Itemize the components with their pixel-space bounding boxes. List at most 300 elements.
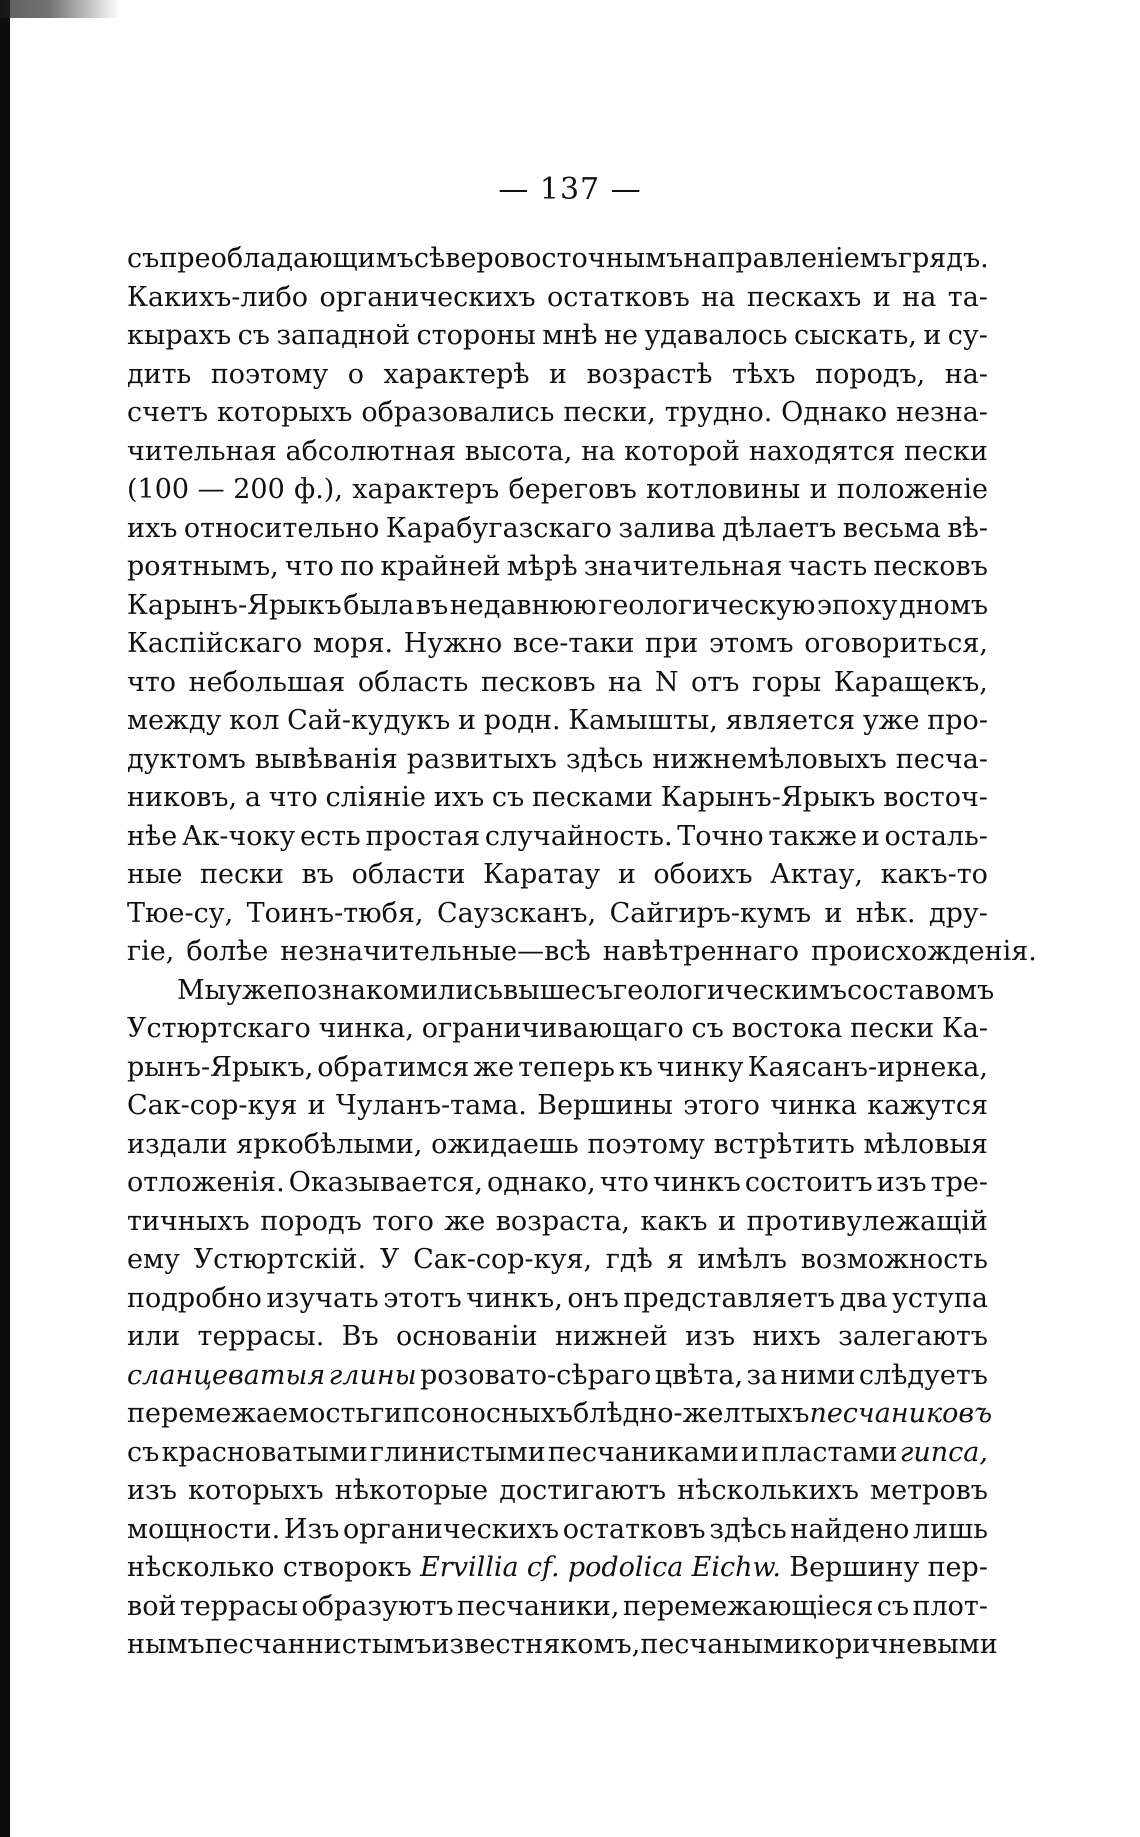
word: уступа <box>892 1282 988 1314</box>
word: мощности. <box>127 1513 281 1545</box>
word: Сайгиръ-кумъ <box>609 897 811 929</box>
word: дру- <box>929 897 988 929</box>
text-line <box>127 394 988 433</box>
word: и <box>809 474 828 505</box>
text-line <box>127 741 988 780</box>
word: эпоху <box>816 589 898 621</box>
text-line <box>127 895 988 934</box>
text-line <box>127 1164 988 1203</box>
word: Ervillia <box>420 1552 519 1583</box>
word: съ <box>491 782 525 813</box>
word: на <box>701 281 736 313</box>
word: на- <box>944 358 988 390</box>
word: находятся <box>748 435 896 467</box>
text-line <box>127 856 988 895</box>
word: пескахъ <box>746 281 862 313</box>
word: Каясанъ-ирнека, <box>747 1051 988 1083</box>
word: мнѣ <box>542 320 598 351</box>
word: и <box>617 859 636 890</box>
scan-border <box>0 0 10 1837</box>
text-line <box>127 818 988 857</box>
word: положеніе <box>836 474 988 505</box>
word: геологическую <box>598 589 816 621</box>
word: глинистыми <box>369 1436 546 1468</box>
word: мѣрѣ <box>506 551 578 582</box>
word: познакомились <box>282 974 504 1006</box>
word: яркобѣлыми, <box>236 1128 423 1160</box>
text-line <box>127 1280 988 1319</box>
word: характеръ <box>352 474 500 505</box>
body-text <box>127 240 1037 1665</box>
word: перемежающіеся <box>622 1590 874 1622</box>
word: цвѣта, <box>654 1359 744 1391</box>
word: Каратау <box>482 859 601 890</box>
word: которыхъ <box>188 1475 324 1506</box>
word: красноватыми <box>161 1436 368 1468</box>
word: песчаными <box>640 1629 802 1660</box>
word: Ка- <box>941 1013 988 1044</box>
word: вѣ- <box>947 512 988 544</box>
word: и <box>307 1090 326 1121</box>
word: рынъ-Ярыкъ, <box>127 1051 314 1083</box>
word: нижней <box>554 1321 668 1352</box>
word: чительная <box>127 435 277 467</box>
word: теперь <box>518 1051 615 1083</box>
word: уже <box>862 705 920 736</box>
word: и <box>458 705 477 736</box>
word: какъ <box>640 1205 708 1237</box>
word: плот- <box>912 1590 988 1622</box>
text-line <box>127 1049 988 1088</box>
text-line <box>127 471 988 510</box>
word: которой <box>624 435 741 467</box>
word: не <box>604 320 638 351</box>
word: возможность <box>800 1244 988 1275</box>
word: области <box>351 859 466 890</box>
word: Саузсканъ, <box>436 897 597 929</box>
word: чинка <box>770 1090 857 1121</box>
word: мѣловыя <box>863 1128 988 1160</box>
word: Мы <box>177 974 227 1006</box>
word: преобладающимъ <box>159 243 414 274</box>
word: Ак-чоку <box>181 820 296 852</box>
word: Устюртскій. <box>193 1244 367 1275</box>
text-line <box>127 1357 988 1396</box>
word: же <box>473 1051 515 1083</box>
word: Каспійскаго <box>127 628 303 659</box>
word: незна- <box>896 397 988 428</box>
word: противулежащій <box>746 1205 988 1237</box>
word: про- <box>927 705 988 736</box>
text-line <box>127 1626 998 1665</box>
word: или <box>127 1321 181 1352</box>
word: изъ <box>127 1475 177 1506</box>
word: моря. <box>312 628 394 659</box>
word: поэтому <box>210 358 329 390</box>
word: здѣсь <box>709 1513 787 1545</box>
word: подробно <box>127 1282 262 1314</box>
word: остатковъ <box>562 1513 706 1545</box>
word: ные <box>127 859 183 890</box>
word: развитыхъ <box>406 743 557 775</box>
word: су- <box>947 320 988 351</box>
word: между <box>127 705 222 736</box>
word: нижнемѣловыхъ <box>652 743 887 775</box>
word: стороны <box>416 320 536 351</box>
word: ихъ <box>127 512 178 544</box>
word: коричневыми <box>801 1629 998 1660</box>
word: съ <box>237 320 270 351</box>
word: чинка, <box>318 1013 414 1044</box>
word: была <box>343 589 415 621</box>
text-line <box>127 317 988 356</box>
word: нѣк. <box>855 897 916 929</box>
word: кажутся <box>867 1090 988 1121</box>
word: метровъ <box>870 1475 988 1506</box>
word: весьма <box>842 512 941 544</box>
text-line <box>127 972 995 1011</box>
word: что <box>599 1167 649 1198</box>
word: нѣсколькихъ <box>677 1475 859 1506</box>
word: обратимся <box>317 1051 470 1083</box>
word: Точно <box>677 820 764 852</box>
word: также <box>768 820 858 852</box>
text-line <box>127 933 1037 972</box>
word: что <box>127 666 177 698</box>
text-line <box>127 279 988 318</box>
text-line <box>127 779 988 818</box>
word: органическихъ <box>343 1513 560 1545</box>
word: часть <box>788 551 868 582</box>
text-line <box>127 1549 988 1588</box>
word: пески <box>200 859 285 890</box>
word: кол <box>229 705 280 736</box>
text-line <box>127 587 988 626</box>
word: случайность. <box>484 820 673 852</box>
word: створокъ <box>282 1552 412 1583</box>
word: относительно <box>183 512 380 544</box>
word: крайней <box>380 551 501 582</box>
word: чинкъ, <box>466 1282 563 1314</box>
word: Нужно <box>403 628 503 659</box>
word: уже <box>226 974 283 1006</box>
word: область <box>357 666 469 698</box>
word: Eichw. <box>691 1552 781 1583</box>
word: значительная <box>583 551 783 582</box>
word: основаніи <box>396 1321 538 1352</box>
word: поэтому <box>587 1128 705 1160</box>
text-line <box>127 1126 988 1165</box>
word: встрѣтить <box>713 1128 855 1160</box>
word: и <box>861 820 880 852</box>
word: породъ, <box>815 358 926 390</box>
word: дуктомъ <box>127 743 246 775</box>
word: въ <box>415 589 449 621</box>
word: пески, <box>563 397 656 428</box>
word: съ <box>127 1436 160 1468</box>
word: Карынъ-Ярыкъ <box>660 782 876 813</box>
word: залегаютъ <box>838 1321 988 1352</box>
word: тре- <box>930 1167 988 1198</box>
text-line <box>127 1241 988 1280</box>
word: оговориться, <box>804 628 988 659</box>
word: нѣсколько <box>127 1552 275 1583</box>
word: о <box>347 358 364 390</box>
word: Карабугазскаго <box>385 512 612 544</box>
word: трудно. <box>664 397 773 428</box>
word: ожидаешь <box>431 1128 579 1160</box>
word: та- <box>947 281 988 313</box>
word: песча- <box>895 743 988 775</box>
text-line <box>127 1087 988 1126</box>
word: пер- <box>927 1552 988 1583</box>
word: вывѣванія <box>254 743 398 775</box>
word: сланцеватыя <box>127 1359 326 1391</box>
word: песками <box>531 782 654 813</box>
word: тичныхъ <box>127 1205 250 1237</box>
word: перемежаемость <box>127 1398 371 1429</box>
word: къ <box>618 1051 653 1083</box>
text-line <box>127 1010 988 1049</box>
word: дномъ <box>898 589 988 621</box>
word: и <box>718 1205 737 1237</box>
word: Изъ <box>283 1513 340 1545</box>
word: при <box>645 628 699 659</box>
text-line <box>127 1588 988 1627</box>
word: этотъ <box>383 1282 462 1314</box>
word: Однако <box>781 397 888 428</box>
word: какъ-то <box>880 859 988 890</box>
word: сыскать, <box>793 320 917 351</box>
word: съ <box>691 1013 724 1044</box>
word: Вершину <box>789 1552 920 1583</box>
word: является <box>725 705 856 736</box>
word: съ <box>876 1590 910 1622</box>
word: залива <box>618 512 716 544</box>
page-number: — 137 — <box>498 172 642 207</box>
word: Камышты, <box>568 705 718 736</box>
scan-artifact <box>0 0 120 18</box>
word: и <box>741 1436 760 1468</box>
word: изъ <box>876 1167 927 1198</box>
word: пески <box>903 435 988 467</box>
text-line <box>127 548 988 587</box>
word: съ <box>127 243 160 274</box>
word: ними <box>780 1359 856 1391</box>
word: чинкъ <box>652 1167 741 1198</box>
word: вой <box>127 1590 177 1622</box>
word: песчаниковъ <box>809 1398 993 1429</box>
word: на <box>581 435 616 467</box>
word: же <box>444 1205 486 1237</box>
word: (100 — 200 <box>127 474 285 505</box>
word: высота, <box>464 435 573 467</box>
word: лишь <box>913 1513 988 1545</box>
word: а <box>244 782 261 813</box>
word: тѣхъ <box>731 358 796 390</box>
word: нѣе <box>127 820 178 852</box>
word: возраста, <box>495 1205 631 1237</box>
word: выше <box>503 974 581 1006</box>
word: есть <box>300 820 361 852</box>
word: удавалось <box>644 320 788 351</box>
word: розовато-сѣраго <box>419 1359 652 1391</box>
word: изъ <box>685 1321 736 1352</box>
word: представляетъ <box>623 1282 835 1314</box>
word: образовались <box>361 397 555 428</box>
word: котловины <box>646 474 801 505</box>
text-line <box>127 510 988 549</box>
word: счетъ <box>127 397 209 428</box>
word: съ <box>580 974 614 1006</box>
text-line <box>127 1318 988 1357</box>
word: Тюе-су, <box>127 897 234 929</box>
word: сліяніе <box>325 782 427 813</box>
word: нымъ <box>127 1629 205 1660</box>
word: пластами <box>761 1436 898 1468</box>
word: и <box>549 358 568 390</box>
word: и <box>872 281 891 313</box>
word: podolica <box>567 1552 684 1583</box>
word: ограничивающаго <box>421 1013 684 1044</box>
word: чинку <box>656 1051 744 1083</box>
word: Сай-кудукъ <box>287 705 451 736</box>
word: происхожденія. <box>811 936 1037 967</box>
text-line <box>127 1395 993 1434</box>
word: два <box>839 1282 888 1314</box>
word: песковъ <box>873 551 988 582</box>
word: характерѣ <box>383 358 530 390</box>
word: остатковъ <box>546 281 690 313</box>
word: здѣсь <box>565 743 644 775</box>
word: Вершины <box>537 1090 673 1121</box>
word: востока <box>731 1013 843 1044</box>
word: ихъ <box>433 782 485 813</box>
word: Каращекъ, <box>833 666 988 698</box>
word: абсолютная <box>285 435 456 467</box>
word: все-таки <box>513 628 635 659</box>
word: изучать <box>266 1282 379 1314</box>
word: пески <box>850 1013 935 1044</box>
word: найдено <box>790 1513 910 1545</box>
word: Сак-сор-куя <box>127 1090 298 1121</box>
word: недавнюю <box>449 589 597 621</box>
word: простая <box>365 820 481 852</box>
word: Какихъ-либо <box>127 281 309 313</box>
word: отъ <box>691 666 740 698</box>
word: гипсоносныхъ <box>370 1398 573 1429</box>
word: Чуланъ-тама. <box>335 1090 527 1121</box>
word: грядъ. <box>897 243 989 274</box>
word: органическихъ <box>319 281 536 313</box>
word: Тоинъ-тюбя, <box>246 897 424 929</box>
word: имѣлъ <box>697 1244 787 1275</box>
word: геологическимъ <box>613 974 848 1006</box>
word: образуютъ <box>301 1590 454 1622</box>
word: небольшая <box>188 666 346 698</box>
word: возрастѣ <box>586 358 713 390</box>
word: и <box>824 897 843 929</box>
word: ф.), <box>294 474 343 505</box>
word: Сак-сор-куя, <box>413 1244 593 1275</box>
word: У <box>379 1244 400 1275</box>
text-line <box>127 625 988 664</box>
word: восточ- <box>883 782 988 813</box>
word: блѣдно-желтыхъ <box>572 1398 810 1429</box>
text-line <box>127 433 988 472</box>
word: на <box>608 666 643 698</box>
word: никовъ, <box>127 782 238 813</box>
word: этомъ <box>709 628 794 659</box>
word: Актау, <box>770 859 863 890</box>
word: болѣе <box>186 936 269 967</box>
word: направленіемъ <box>683 243 898 274</box>
word: незначительные—всѣ <box>280 936 591 967</box>
text-line <box>127 1434 988 1473</box>
word: отложенія. <box>127 1167 285 1198</box>
word: что <box>284 551 334 582</box>
word: Устюртскаго <box>127 1013 311 1044</box>
word: состоитъ <box>744 1167 873 1198</box>
word: навѣтреннаго <box>602 936 800 967</box>
word: нихъ <box>752 1321 821 1352</box>
word: что <box>268 782 318 813</box>
word: песчаннистымъ <box>204 1629 432 1660</box>
word: Карынъ-Ярыкъ <box>127 589 342 621</box>
word: родн. <box>483 705 561 736</box>
word: песчаниками <box>547 1436 739 1468</box>
word: cf. <box>526 1552 560 1583</box>
word: осталь- <box>884 820 988 852</box>
word: глины <box>328 1359 417 1391</box>
word: и <box>923 320 942 351</box>
word: онъ <box>567 1282 619 1314</box>
word: нѣкоторые <box>334 1475 489 1506</box>
text-line <box>127 1511 988 1550</box>
text-line <box>127 1472 988 1511</box>
word: породъ <box>260 1205 362 1237</box>
word: дить <box>127 358 192 390</box>
word: террасы <box>179 1590 299 1622</box>
word: обоихъ <box>653 859 753 890</box>
text-line <box>127 240 988 279</box>
word: Въ <box>341 1321 379 1352</box>
word: по <box>340 551 375 582</box>
word: песчаники, <box>456 1590 620 1622</box>
word: однако, <box>487 1167 596 1198</box>
text-line <box>127 1203 988 1242</box>
word: роятнымъ, <box>127 551 279 582</box>
word: составомъ <box>847 974 995 1006</box>
word: ему <box>127 1244 180 1275</box>
word: известнякомъ, <box>431 1629 641 1660</box>
word: на <box>902 281 937 313</box>
word: я <box>666 1244 684 1275</box>
word: того <box>372 1205 434 1237</box>
word: горы <box>752 666 822 698</box>
word: западной <box>276 320 411 351</box>
word: террасы. <box>197 1321 325 1352</box>
word: гіе, <box>127 936 175 967</box>
text-line <box>127 702 988 741</box>
word: издали <box>127 1128 228 1160</box>
word: гдѣ <box>605 1244 653 1275</box>
word: достигаютъ <box>499 1475 667 1506</box>
word: гипса, <box>899 1436 988 1468</box>
text-line <box>127 664 988 703</box>
word: береговъ <box>508 474 637 505</box>
word: кырахъ <box>127 320 232 351</box>
